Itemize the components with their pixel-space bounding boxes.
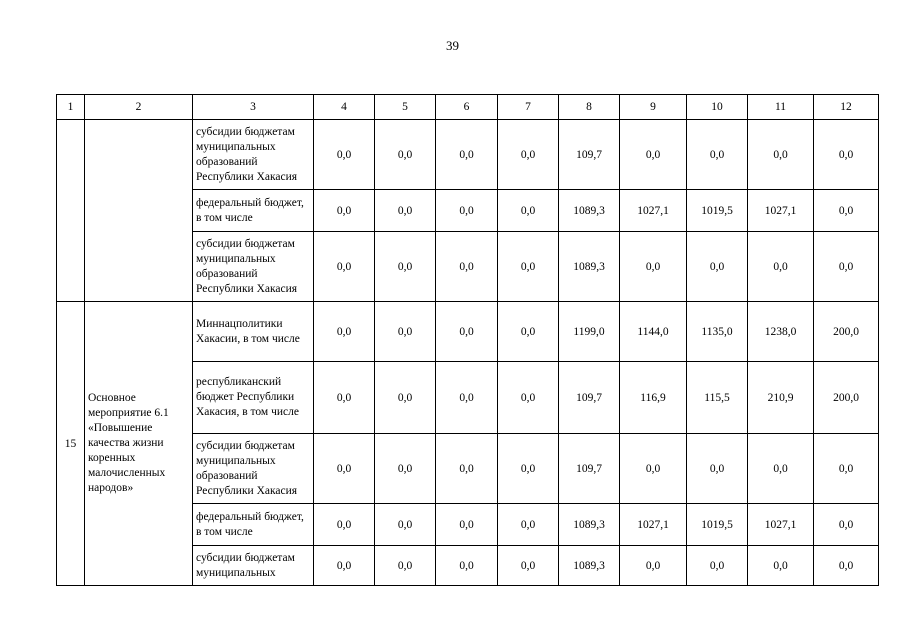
value-cell: 0,0	[748, 120, 814, 190]
value-cell: 0,0	[375, 190, 436, 232]
value-cell: 0,0	[314, 546, 375, 586]
column-header: 12	[814, 95, 879, 120]
value-cell: 0,0	[436, 190, 498, 232]
value-cell: 1135,0	[687, 302, 748, 362]
table-row	[57, 120, 879, 190]
value-cell: 0,0	[814, 546, 879, 586]
column-header: 8	[559, 95, 620, 120]
value-cell: 0,0	[498, 120, 559, 190]
value-cell: 0,0	[498, 434, 559, 504]
value-cell: 200,0	[814, 302, 879, 362]
funding-source-cell: федеральный бюджет, в том числе	[193, 504, 314, 546]
value-cell: 1089,3	[559, 190, 620, 232]
value-cell: 0,0	[498, 504, 559, 546]
column-header: 4	[314, 95, 375, 120]
value-cell: 0,0	[687, 232, 748, 302]
column-header: 10	[687, 95, 748, 120]
value-cell: 1238,0	[748, 302, 814, 362]
header-row	[57, 95, 879, 120]
funding-source-cell: субсидии бюджетам муниципальных образований Республики Хакасия	[193, 434, 314, 504]
value-cell: 1199,0	[559, 302, 620, 362]
value-cell: 0,0	[436, 302, 498, 362]
value-cell: 0,0	[314, 120, 375, 190]
column-header: 3	[193, 95, 314, 120]
value-cell: 1027,1	[620, 504, 687, 546]
funding-source-cell: субсидии бюджетам муниципальных	[193, 546, 314, 586]
value-cell: 0,0	[375, 546, 436, 586]
value-cell: 0,0	[375, 302, 436, 362]
value-cell: 200,0	[814, 362, 879, 434]
value-cell: 0,0	[814, 504, 879, 546]
value-cell: 0,0	[436, 504, 498, 546]
value-cell: 0,0	[436, 434, 498, 504]
value-cell: 0,0	[314, 232, 375, 302]
value-cell: 0,0	[620, 120, 687, 190]
value-cell: 0,0	[498, 362, 559, 434]
value-cell: 0,0	[498, 546, 559, 586]
value-cell: 0,0	[498, 302, 559, 362]
value-cell: 0,0	[436, 120, 498, 190]
value-cell: 109,7	[559, 362, 620, 434]
value-cell: 0,0	[748, 232, 814, 302]
funding-source-cell: Миннацполитики Хакасии, в том числе	[193, 302, 314, 362]
value-cell: 0,0	[687, 434, 748, 504]
value-cell: 0,0	[620, 434, 687, 504]
value-cell: 0,0	[498, 190, 559, 232]
value-cell: 109,7	[559, 120, 620, 190]
value-cell: 0,0	[436, 362, 498, 434]
column-header: 7	[498, 95, 559, 120]
funding-source-cell: республиканский бюджет Республики Хакасия, в том числе	[193, 362, 314, 434]
value-cell: 115,5	[687, 362, 748, 434]
value-cell: 0,0	[314, 434, 375, 504]
funding-source-cell: субсидии бюджетам муниципальных образований Республики Хакасия	[193, 120, 314, 190]
value-cell: 0,0	[687, 546, 748, 586]
column-header: 11	[748, 95, 814, 120]
value-cell: 0,0	[748, 546, 814, 586]
column-header: 5	[375, 95, 436, 120]
value-cell: 1089,3	[559, 504, 620, 546]
table-header	[57, 95, 879, 120]
column-header: 2	[85, 95, 193, 120]
value-cell: 0,0	[314, 362, 375, 434]
row-index-cell: 15	[57, 302, 85, 586]
table-row	[57, 302, 879, 362]
activity-name-cell: Основное мероприятие 6.1 «Повышение качества жизни коренных малочисленных народов»	[85, 302, 193, 586]
value-cell: 0,0	[375, 120, 436, 190]
value-cell: 0,0	[814, 434, 879, 504]
funding-source-cell: федеральный бюджет, в том числе	[193, 190, 314, 232]
value-cell: 0,0	[436, 546, 498, 586]
value-cell: 0,0	[748, 434, 814, 504]
value-cell: 0,0	[314, 302, 375, 362]
value-cell: 0,0	[375, 232, 436, 302]
value-cell: 0,0	[687, 120, 748, 190]
value-cell: 0,0	[314, 504, 375, 546]
funding-source-cell: субсидии бюджетам муниципальных образований Республики Хакасия	[193, 232, 314, 302]
value-cell: 0,0	[314, 190, 375, 232]
value-cell: 0,0	[620, 546, 687, 586]
value-cell: 0,0	[375, 504, 436, 546]
page-number: 39	[446, 38, 459, 53]
value-cell: 1019,5	[687, 504, 748, 546]
column-header: 9	[620, 95, 687, 120]
value-cell: 1089,3	[559, 232, 620, 302]
value-cell: 1144,0	[620, 302, 687, 362]
value-cell: 1027,1	[620, 190, 687, 232]
value-cell: 0,0	[814, 120, 879, 190]
value-cell: 0,0	[375, 362, 436, 434]
value-cell: 1027,1	[748, 504, 814, 546]
value-cell: 1089,3	[559, 546, 620, 586]
value-cell: 0,0	[375, 434, 436, 504]
value-cell: 116,9	[620, 362, 687, 434]
table-body	[57, 120, 879, 586]
value-cell: 1019,5	[687, 190, 748, 232]
column-header: 1	[57, 95, 85, 120]
budget-table	[56, 94, 879, 586]
value-cell: 0,0	[436, 232, 498, 302]
value-cell: 210,9	[748, 362, 814, 434]
row-index-cell	[57, 120, 85, 302]
value-cell: 109,7	[559, 434, 620, 504]
value-cell: 1027,1	[748, 190, 814, 232]
column-header: 6	[436, 95, 498, 120]
value-cell: 0,0	[814, 232, 879, 302]
value-cell: 0,0	[498, 232, 559, 302]
value-cell: 0,0	[814, 190, 879, 232]
value-cell: 0,0	[620, 232, 687, 302]
activity-name-cell	[85, 120, 193, 302]
